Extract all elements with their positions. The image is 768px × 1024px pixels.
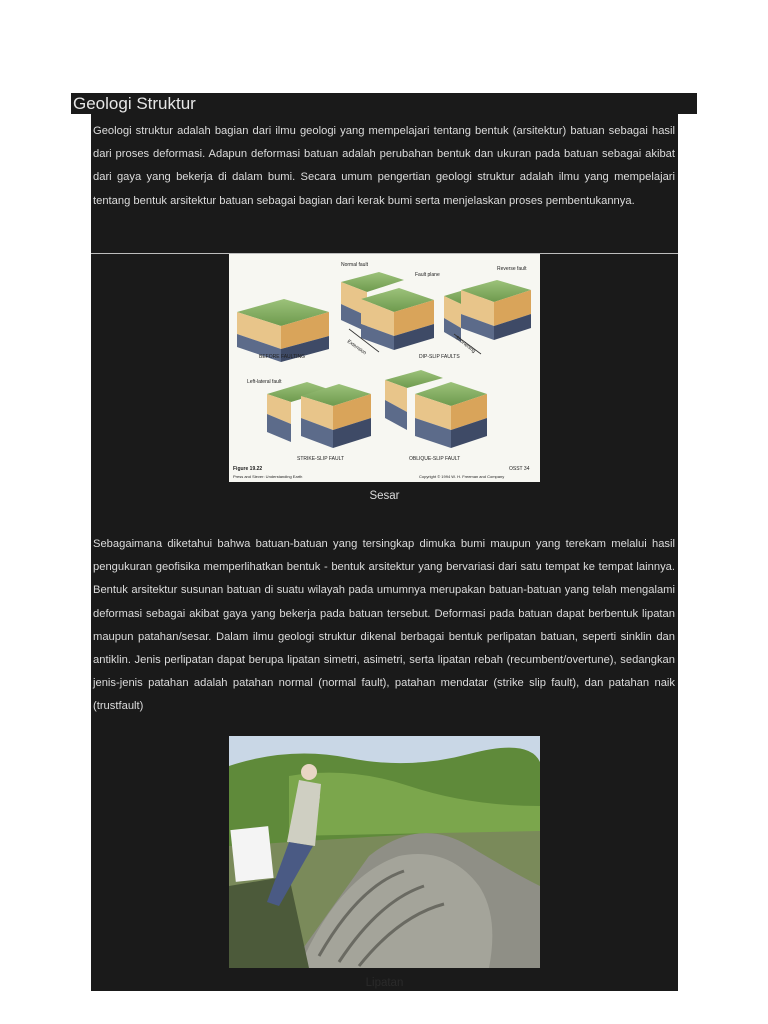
fold-photo-svg — [229, 736, 540, 968]
label-code: OSST 34 — [509, 466, 530, 472]
label-extension: Extension — [345, 338, 368, 357]
body-paragraph: Sebagaimana diketahui bahwa batuan-batuan yang tersingkap dimuka bumi maupun yang terekam melalui hasil pengukuran geofisika memperlihatkan bentuk - bentuk arsitektur yang bervariasi dari satu tempat ke tempat lainnya. Bentuk arsitektur susunan batuan di suatu wilayah pada umumnya merupakan batuan-batuan yang telah mengalami deformasi sebagai akibat gaya yang bekerja pada batuan tersebut. Deformasi pada batuan dapat berbentuk lipatan maupun patahan/sesar. Dalam ilmu geologi struktur dikenal berbagai bentuk perlipatan batuan, seperti sinklin dan antiklin. Jenis perlipatan dapat berupa lipatan simetri, asimetri, serta lipatan rebah (recumbent/overtune), sedangkan jenis-jenis patahan adalah patahan normal (normal fault), patahan mendatar (strike slip fault), dan patahan naik (trustfault) — [93, 538, 675, 713]
label-left-lateral: Left-lateral fault — [247, 379, 282, 385]
label-dip-slip: DIP-SLIP FAULTS — [419, 354, 460, 360]
block-reverse-fault — [444, 280, 531, 342]
fold-photo — [229, 736, 540, 968]
block-before-faulting — [237, 299, 329, 362]
label-strike-slip: STRIKE-SLIP FAULT — [297, 456, 345, 462]
label-oblique-slip: OBLIQUE-SLIP FAULT — [409, 456, 461, 462]
label-credit-left: Press and Siever: Understanding Earth — [233, 474, 303, 479]
label-reverse-fault: Reverse fault — [497, 266, 527, 272]
block-normal-fault — [341, 272, 434, 350]
label-figure-number: Figure 19.22 — [233, 466, 263, 472]
label-normal-fault: Normal fault — [341, 262, 368, 268]
figure-caption-sesar: Sesar — [369, 490, 400, 502]
label-fault-plane: Fault plane — [415, 272, 440, 278]
block-strike-slip — [267, 382, 371, 448]
intro-paragraph: Geologi struktur adalah bagian dari ilmu geologi yang mempelajari tentang bentuk (arsitektur) batuan sebagai hasil dari proses deformasi. Adapun deformasi batuan adalah perubahan bentuk dan ukuran pada batuan sebagai akibat dari gaya yang bekerja di dalam bumi. Secara umum pengertian geologi struktur adalah ilmu yang mempelajari tentang bentuk arsitektur batuan sebagai bagian dari kerak bumi serta menjelaskan proses pembentukannya. — [93, 125, 675, 207]
label-credit-right: Copyright © 1994 W. H. Freeman and Company — [419, 474, 505, 479]
fault-diagram-svg — [229, 254, 540, 482]
page-title: Geologi Struktur — [73, 94, 196, 113]
content-panel — [91, 114, 678, 991]
figure-caption-lipatan: Lipatan — [365, 977, 404, 989]
label-before-faulting: BEFORE FAULTING — [259, 354, 306, 360]
fault-diagram — [229, 254, 540, 482]
title-bar — [71, 93, 697, 114]
label-shortening: Shortening — [453, 334, 477, 355]
block-oblique-slip — [385, 370, 487, 448]
